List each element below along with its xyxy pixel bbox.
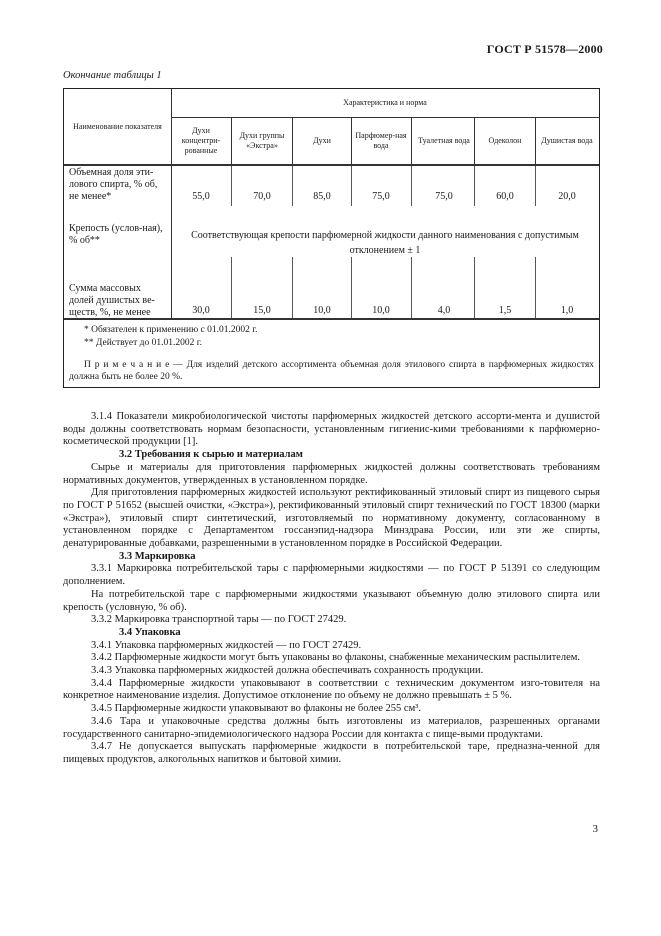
header-product: Одеколон	[488, 136, 522, 145]
cell-value: 20,0	[558, 191, 576, 202]
section-heading: 3.4 Упаковка	[119, 626, 181, 638]
header-product: Туалетная вода	[418, 136, 470, 145]
cell-value: 75,0	[435, 191, 453, 202]
row-label: Объемная доля эти-лового спирта, % об, не менее*	[69, 167, 158, 202]
cell-value: 75,0	[372, 191, 390, 202]
paragraph: 3.4.1 Упаковка парфюмерных жидкостей — по ГОСТ 27429.	[91, 639, 362, 651]
cell-value: 1,0	[560, 305, 574, 316]
footnote: ** Действует до 01.01.2002 г.	[84, 338, 202, 348]
table-note	[69, 359, 594, 384]
section-heading: 3.2 Требования к сырью и материалам	[119, 449, 303, 461]
paragraph: 3.4.3 Упаковка парфюмерных жидкостей должна обеспечивать сохранность продукции.	[91, 665, 484, 677]
paragraph: 3.3.2 Маркировка транспортной тары — по ГОСТ 27429.	[91, 614, 347, 626]
header-indicator-name: Наименование показателя	[73, 121, 162, 131]
cell-value: 4,0	[437, 305, 451, 316]
cell-value: 1,5	[498, 305, 512, 316]
footnote: * Обязателен к применению с 01.01.2002 г.	[84, 325, 258, 335]
page-number: 3	[592, 823, 598, 835]
cell-value: 10,0	[372, 305, 390, 316]
characteristics-table	[63, 88, 600, 388]
paragraph: 3.3.1 Маркировка потребительской тары с парфюмерными жидкостями — по ГОСТ Р 51391 со следующим дополнением.	[63, 563, 600, 588]
cell-value: 85,0	[313, 191, 331, 202]
header-product: Духи	[313, 136, 331, 145]
paragraph: 3.4.6 Тара и упаковочные средства должны быть изготовлены из материалов, разрешенных органами государственного санитарно-эпидемиологического надзора России для контакта с пище-выми продуктами.	[63, 715, 600, 740]
header-product: Душистая вода	[541, 136, 593, 145]
row-label: Крепость (услов-ная), % об**	[69, 223, 163, 246]
paragraph: На потребительской таре с парфюмерными жидкостями указывают объемную долю этилового спирта или крепость (условную, % об).	[63, 588, 600, 613]
table-caption: Окончание таблицы 1	[63, 70, 162, 81]
cell-value: 30,0	[192, 305, 210, 316]
paragraph: Для приготовления парфюмерных жидкостей используют ректификованный этиловый спирт из пищевого сырья по ГОСТ Р 51652 (высшей очистки, «Экстра»), ректификованный этиловый спирт технический по ГОСТ 18300 (марки «Экстра»), этиловый спирт синтетический, изготовляемый по нормативному документу, согласованному в установленном порядке с Департаментом госсанэпид-надзора Минздрава России, или эти же спирты, денатурированные добавками, разрешенными в установленном порядке в Российской Федерации.	[63, 487, 600, 550]
cell-value: 15,0	[253, 305, 271, 316]
header-product: Парфюмер-ная вода	[355, 131, 407, 150]
cell-value: 55,0	[192, 191, 210, 202]
cell-value: 60,0	[496, 191, 514, 202]
cell-value: 10,0	[313, 305, 331, 316]
header-characteristic: Характеристика и норма	[343, 98, 427, 107]
paragraph: 3.4.4 Парфюмерные жидкости упаковывают в соответствии с техническим документом изго-товителя на конкретное наименование изделия. Допустимое отклонение по объему не должно превышать ± 5 %.	[63, 677, 600, 702]
note-text: — Для изделий детского ассортимента объемная доля этилового спирта в парфюмерных жидкостях должна быть не более 20 %.	[69, 360, 594, 383]
paragraph: 3.4.2 Парфюмерные жидкости могут быть упакованы во флаконы, снабженные механическим распылителем.	[91, 652, 580, 664]
section-heading: 3.3 Маркировка	[119, 550, 196, 562]
paragraph: Сырье и материалы для приготовления парфюмерных жидкостей должны соответствовать требованиям нормативных документов, утвержденных в установленном порядке.	[63, 461, 600, 486]
paragraph: 3.1.4 Показатели микробиологической чистоты парфюмерных жидкостей детского ассорти-мента и душистой воды должны соответствовать нормам безопасности, установленным гигиенис-кими требованиями к парфюмерно-косметической продукции [1].	[63, 411, 600, 448]
cell-value: 70,0	[253, 191, 271, 202]
paragraph: 3.4.5 Парфюмерные жидкости упаковывают во флаконы не более 255 см³.	[91, 703, 422, 715]
note-label: П р и м е ч а н и е	[84, 360, 170, 370]
row-label: Сумма массовых долей душистых ве-ществ, %, не менее	[69, 283, 155, 318]
header-product: Духи группы «Экстра»	[239, 131, 285, 150]
paragraph: 3.4.7 Не допускается выпускать парфюмерные жидкости в потребительской таре, предназна-ченной для пищевых продуктов, алкогольных напитков и бытовой химии.	[63, 741, 600, 765]
document-body	[63, 411, 600, 767]
header-product: Духи концентри-рованные	[181, 126, 221, 155]
standard-number: ГОСТ Р 51578—2000	[486, 42, 603, 56]
merged-cell: Соответствующая крепости парфюмерной жидкости данного наименования с допустимым отклонением ± 1	[191, 230, 579, 256]
